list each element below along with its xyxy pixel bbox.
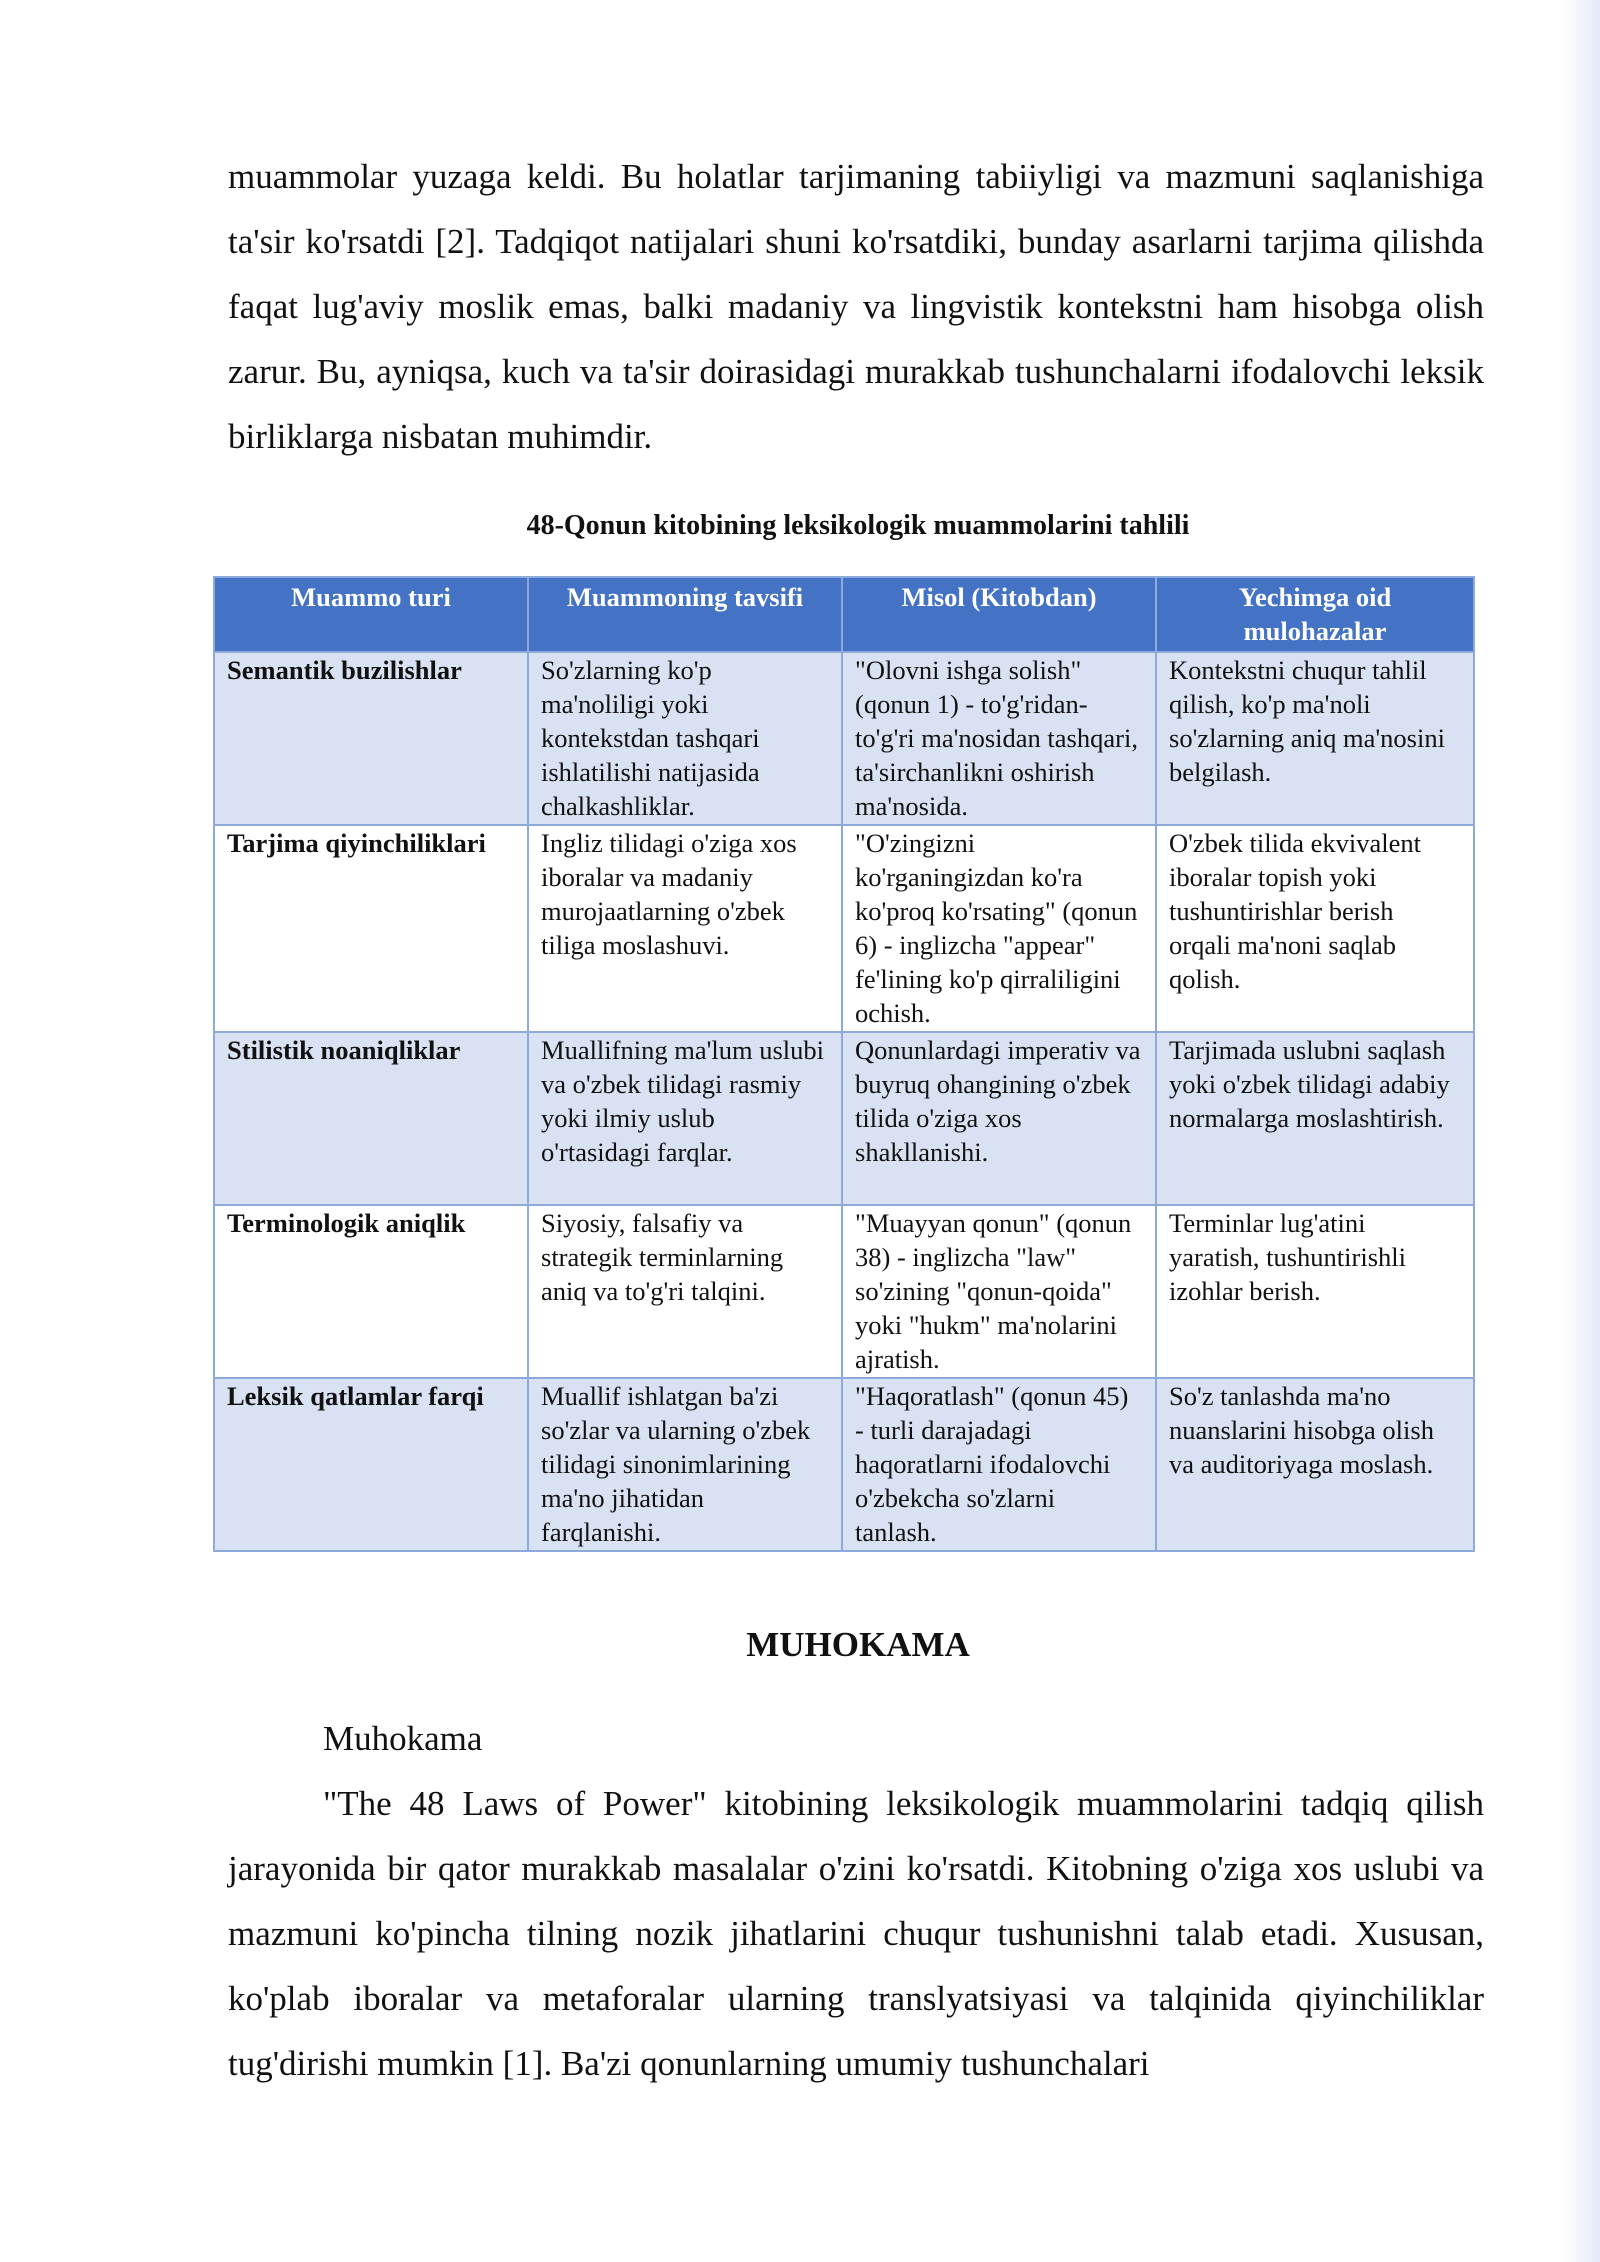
table-header-row (214, 577, 1474, 652)
description-cell: Siyosiy, falsafiy va strategik terminlarning aniq va to'g'ri talqini. (528, 1205, 842, 1378)
description-cell: Muallifning ma'lum uslubi va o'zbek tilidagi rasmiy yoki ilmiy uslub o'rtasidagi farqlar. (528, 1032, 842, 1205)
table-row (214, 1032, 1474, 1205)
example-cell: "O'zingizni ko'rganingizdan ko'ra ko'proq ko'rsating" (qonun 6) - inglizcha "appear" fe'lining ko'p qirraliligini ochish. (842, 825, 1156, 1032)
header-problem-description: Muammoning tavsifi (528, 577, 842, 652)
table-caption: 48-Qonun kitobining leksikologik muammolarini tahlili (526, 510, 1190, 541)
section-heading: MUHOKAMA (746, 1625, 970, 1664)
header-problem-type: Muammo turi (214, 577, 528, 652)
solution-cell: So'z tanlashda ma'no nuanslarini hisobga olish va auditoriyaga moslash. (1156, 1378, 1474, 1551)
page-edge-shadow (1560, 0, 1600, 2262)
table-row (214, 652, 1474, 825)
header-example: Misol (Kitobdan) (842, 577, 1156, 652)
problem-type-cell: Semantik buzilishlar (214, 652, 528, 825)
table-row (214, 825, 1474, 1032)
solution-cell: O'zbek tilida ekvivalent iboralar topish yoki tushuntirishlar berish orqali ma'noni saqlab qolish. (1156, 825, 1474, 1032)
problem-type-cell: Terminologik aniqlik (214, 1205, 528, 1378)
solution-cell: Tarjimada uslubni saqlash yoki o'zbek tilidagi adabiy normalarga moslashtirish. (1156, 1032, 1474, 1205)
subheading: Muhokama (323, 1719, 483, 1758)
intro-paragraph: muammolar yuzaga keldi. Bu holatlar tarjimaning tabiiyligi va mazmuni saqlanishiga ta'sir ko'rsatdi [2]. Tadqiqot natijalari shuni ko'rsatdiki, bunday asarlarni tarjima qilishda faqat lug'aviy moslik emas, balki madaniy va lingvistik kontekstni ham hisobga olish zarur. Bu, ayniqsa, kuch va ta'sir doirasidagi murakkab tushunchalarni ifodalovchi leksik birliklarga nisbatan muhimdir. (228, 157, 1484, 456)
example-cell: "Muayyan qonun" (qonun 38) - inglizcha "law" so'zining "qonun-qoida" yoki "hukm" ma'nolarini ajratish. (842, 1205, 1156, 1378)
problem-type-cell: Leksik qatlamlar farqi (214, 1378, 528, 1551)
example-cell: Qonunlardagi imperativ va buyruq ohangining o'zbek tilida o'ziga xos shakllanishi. (842, 1032, 1156, 1205)
table-row (214, 1378, 1474, 1551)
solution-cell: Kontekstni chuqur tahlil qilish, ko'p ma'noli so'zlarning aniq ma'nosini belgilash. (1156, 652, 1474, 825)
example-cell: "Haqoratlash" (qonun 45) - turli darajadagi haqoratlarni ifodalovchi o'zbekcha so'zlarni tanlash. (842, 1378, 1156, 1551)
lexicological-problems-table (213, 576, 1475, 1552)
header-solution: Yechimga oid mulohazalar (1156, 577, 1474, 652)
discussion-paragraph: "The 48 Laws of Power" kitobining leksikologik muammolarini tadqiq qilish jarayonida bir qator murakkab masalalar o'zini ko'rsatdi. Kitobning o'ziga xos uslubi va mazmuni ko'pincha tilning nozik jihatlarini chuqur tushunishni talab etadi. Xususan, ko'plab iboralar va metaforalar ularning translyatsiyasi va talqinida qiyinchiliklar tug'dirishi mumkin [1]. Ba'zi qonunlarning umumiy tushunchalari (228, 1784, 1484, 2083)
example-cell: "Olovni ishga solish" (qonun 1) - to'g'ridan-to'g'ri ma'nosidan tashqari, ta'sirchanlikni oshirish ma'nosida. (842, 652, 1156, 825)
description-cell: So'zlarning ko'p ma'noliligi yoki kontekstdan tashqari ishlatilishi natijasida chalkashliklar. (528, 652, 842, 825)
solution-cell: Terminlar lug'atini yaratish, tushuntirishli izohlar berish. (1156, 1205, 1474, 1378)
problem-type-cell: Stilistik noaniqliklar (214, 1032, 528, 1205)
description-cell: Muallif ishlatgan ba'zi so'zlar va ularning o'zbek tilidagi sinonimlarining ma'no jihatidan farqlanishi. (528, 1378, 842, 1551)
problem-type-cell: Tarjima qiyinchiliklari (214, 825, 528, 1032)
description-cell: Ingliz tilidagi o'ziga xos iboralar va madaniy murojaatlarning o'zbek tiliga moslashuvi. (528, 825, 842, 1032)
table-row (214, 1205, 1474, 1378)
